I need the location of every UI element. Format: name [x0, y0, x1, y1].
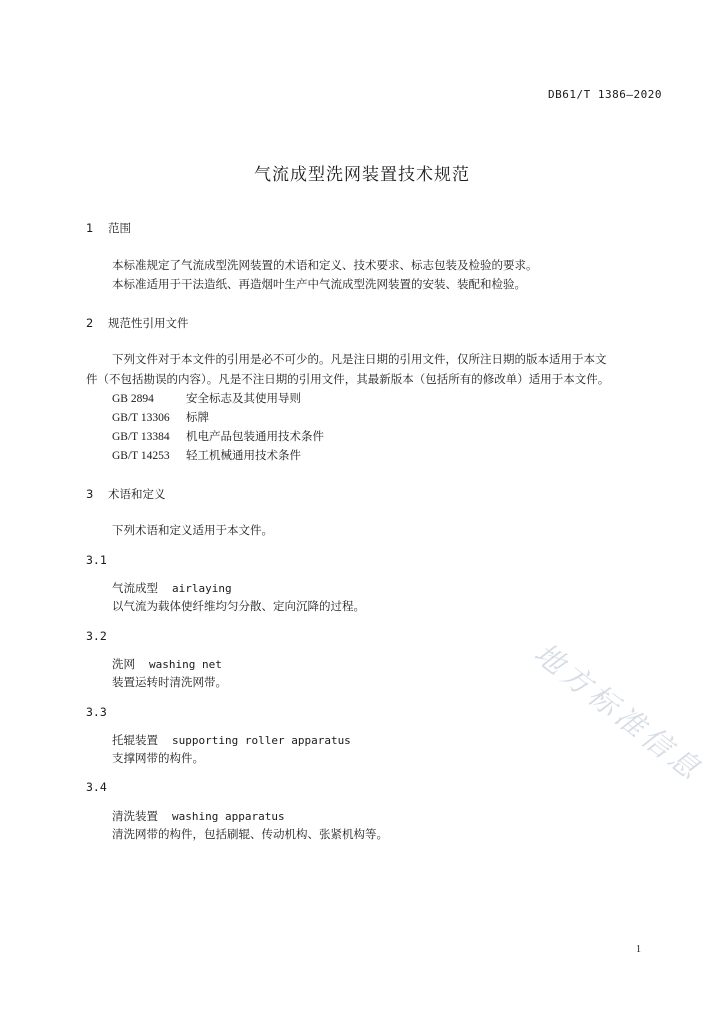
- term-name-zh: 清洗装置: [112, 809, 158, 823]
- section-1-paragraph-1: 本标准规定了气流成型洗网装置的术语和定义、技术要求、标志包装及检验的要求。: [112, 258, 538, 272]
- term-definition: 装置运转时清洗网带。: [112, 675, 227, 689]
- term-number: 3.1: [86, 553, 107, 567]
- reference-code: GB/T 13384: [112, 431, 170, 443]
- term-name-en: airlaying: [172, 582, 232, 595]
- reference-code: GB/T 14253: [112, 450, 170, 462]
- term-name: [112, 808, 285, 824]
- reference-title: 安全标志及其使用导则: [186, 391, 301, 405]
- section-1-heading: [86, 220, 131, 236]
- term-definition: 清洗网带的构件，包括刷辊、传动机构、张紧机构等。: [112, 827, 388, 841]
- reference-code: GB 2894: [112, 393, 154, 405]
- term-name-en: washing apparatus: [172, 810, 285, 823]
- section-2-intro-line-1: 下列文件对于本文件的引用是必不可少的。凡是注日期的引用文件，仅所注日期的版本适用于本文: [112, 352, 607, 366]
- section-1-title: 范围: [108, 221, 131, 235]
- term-definition: 以气流为载体使纤维均匀分散、定向沉降的过程。: [112, 599, 365, 613]
- standard-code: DB61/T 1386—2020: [548, 88, 662, 101]
- term-number: 3.2: [86, 629, 107, 643]
- reference-item: [112, 447, 301, 463]
- term-name-en: washing net: [149, 658, 222, 671]
- document-title: 气流成型洗网装置技术规范: [254, 165, 470, 185]
- section-3-number: 3: [86, 487, 94, 501]
- reference-item: [112, 390, 301, 406]
- term-number: 3.4: [86, 780, 107, 794]
- term-name-zh: 托辊装置: [112, 733, 158, 747]
- term-definition: 支撑网带的构件。: [112, 751, 204, 765]
- section-3-heading: [86, 486, 166, 502]
- reference-title: 标牌: [186, 410, 209, 424]
- reference-title: 机电产品包装通用技术条件: [186, 429, 324, 443]
- section-2-number: 2: [86, 316, 94, 330]
- section-1-paragraph-2: 本标准适用于干法造纸、再造烟叶生产中气流成型洗网装置的安装、装配和检验。: [112, 277, 526, 291]
- reference-item: [112, 428, 324, 444]
- watermark: 地方标准信息: [527, 635, 710, 789]
- reference-title: 轻工机械通用技术条件: [186, 448, 301, 462]
- page-number: 1: [636, 944, 641, 955]
- term-number: 3.3: [86, 705, 107, 719]
- term-name-zh: 气流成型: [112, 581, 158, 595]
- reference-code: GB/T 13306: [112, 412, 170, 424]
- section-2-intro-line-2: 件（不包括勘误的内容）。凡是不注日期的引用文件，其最新版本（包括所有的修改单）适用于本文件。: [86, 372, 610, 386]
- term-name: [112, 656, 222, 672]
- section-2-title: 规范性引用文件: [108, 316, 189, 330]
- section-3-intro: 下列术语和定义适用于本文件。: [112, 523, 273, 537]
- term-name: [112, 732, 351, 748]
- term-name-en: supporting roller apparatus: [172, 734, 351, 747]
- section-2-heading: [86, 315, 189, 331]
- section-1-number: 1: [86, 221, 94, 235]
- section-3-title: 术语和定义: [108, 487, 166, 501]
- reference-item: [112, 409, 209, 425]
- term-name: [112, 580, 232, 596]
- term-name-zh: 洗网: [112, 657, 135, 671]
